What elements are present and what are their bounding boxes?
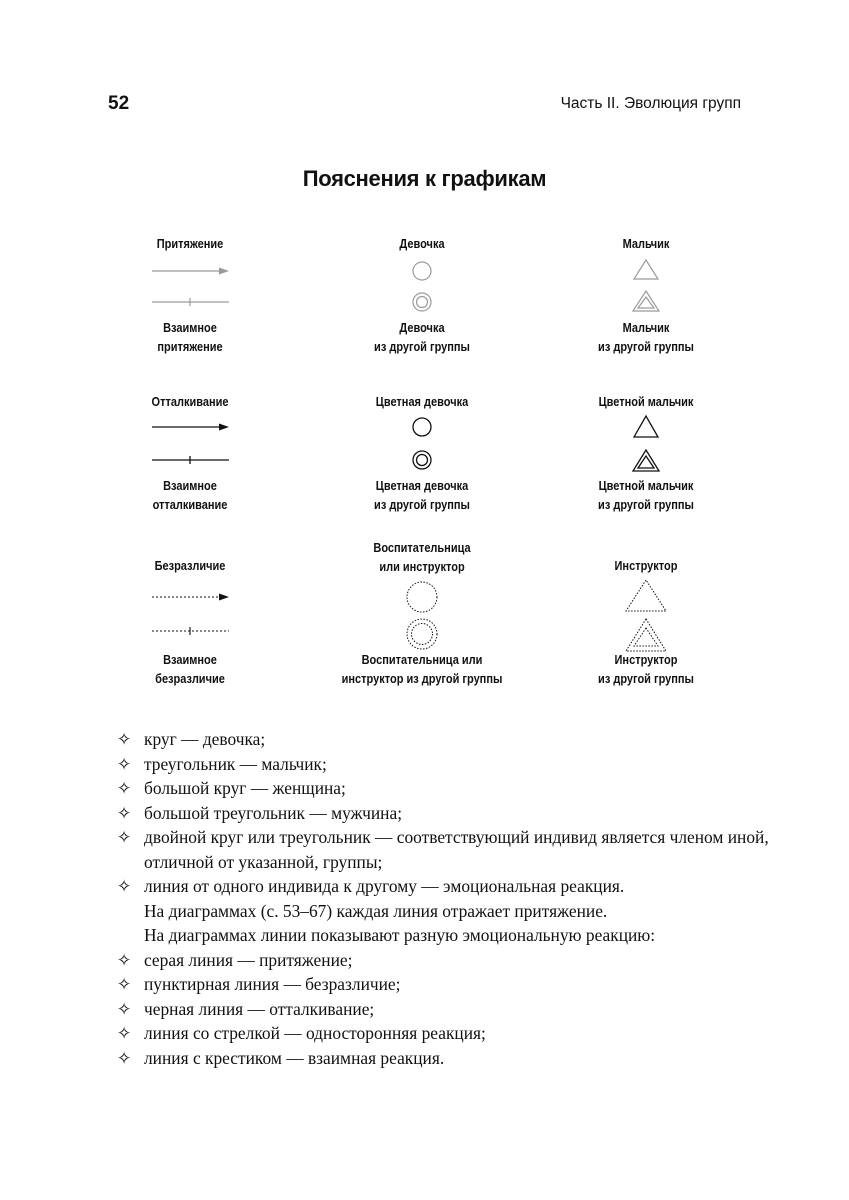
teacher-dotted-circle-icon — [407, 582, 437, 612]
list-item — [113, 776, 773, 801]
star-bullet-icon: ✧ — [116, 802, 132, 823]
caption-mutual-indifference: Взаимное безразличие — [155, 653, 225, 686]
list-item — [113, 874, 773, 899]
list-item-text: черная линия — отталкивание; — [144, 998, 375, 1019]
star-bullet-icon: ✧ — [116, 974, 132, 994]
star-bullet-icon: ✧ — [116, 876, 132, 896]
list-item-text: большой треугольник — мужчина; — [144, 802, 403, 823]
mutual-repulsion-line-icon — [152, 456, 229, 464]
caption-colored-boy: Цветной мальчик — [598, 395, 694, 409]
list-item-text: пунктирная линия — безразличие; — [144, 974, 401, 994]
girl-circle-icon — [413, 262, 431, 280]
caption-mutual-repulsion: Взаимное отталкивание — [152, 479, 228, 512]
caption-repulsion: Отталкивание — [151, 395, 229, 409]
caption-indifference: Безразличие — [154, 559, 226, 573]
mutual-indifference-line-icon — [152, 627, 229, 635]
caption-colored-girl: Цветная девочка — [375, 395, 469, 409]
colored-girl-other-group-double-circle-icon — [413, 451, 431, 469]
list-item — [113, 727, 773, 752]
caption-instructor-other-group: Инструктор из другой группы — [598, 653, 694, 686]
list-item-text: линия со стрелкой — односторонняя реакция; — [144, 1023, 486, 1043]
list-note — [113, 899, 773, 924]
colored-boy-other-group-double-triangle-icon — [633, 450, 659, 471]
list-item-text: линия с крестиком — взаимная реакция. — [144, 1047, 445, 1068]
repulsion-arrow-icon — [152, 424, 229, 431]
indifference-arrow-icon — [152, 594, 229, 601]
list-item-text: двойной круг или треугольник — соответствующий индивид является членом иной, отличной от указанной, группы; — [144, 827, 769, 872]
boy-other-group-double-triangle-icon — [633, 291, 659, 311]
star-bullet-icon: ✧ — [116, 1047, 132, 1068]
list-item — [113, 972, 773, 997]
caption-boy: Мальчик — [622, 237, 670, 251]
star-bullet-icon: ✧ — [116, 753, 132, 774]
star-bullet-icon: ✧ — [116, 827, 132, 847]
running-header: Часть II. Эволюция групп — [560, 95, 741, 112]
boy-triangle-icon — [634, 260, 658, 279]
girl-other-group-double-circle-icon — [413, 293, 431, 311]
star-bullet-icon: ✧ — [116, 998, 132, 1019]
list-item-text: серая линия — притяжение; — [144, 949, 353, 970]
caption-attraction: Притяжение — [156, 237, 224, 251]
list-item — [113, 1021, 773, 1046]
legend-explanation-list — [113, 727, 773, 1070]
star-bullet-icon: ✧ — [116, 729, 132, 749]
page-title: Пояснения к графикам — [302, 166, 547, 191]
list-item-text: треугольник — мальчик; — [144, 753, 327, 774]
list-item-text: На диаграммах линии показывают разную эмоциональную реакцию: — [144, 925, 656, 945]
list-item — [113, 825, 773, 874]
caption-instructor: Инструктор — [614, 559, 678, 573]
instructor-dotted-triangle-icon — [626, 580, 666, 611]
star-bullet-icon: ✧ — [116, 949, 132, 970]
instructor-other-group-double-dotted-triangle-icon — [626, 619, 666, 651]
list-item — [113, 997, 773, 1022]
page-number: 52 — [108, 93, 130, 114]
caption-girl-other-group: Девочка из другой группы — [374, 321, 470, 354]
attraction-arrow-icon — [152, 268, 229, 275]
colored-girl-circle-icon — [413, 418, 431, 436]
list-item — [113, 801, 773, 826]
list-item — [113, 1046, 773, 1071]
caption-girl: Девочка — [399, 237, 445, 251]
caption-teacher: Воспитательница или инструктор — [373, 541, 471, 574]
colored-boy-triangle-icon — [634, 416, 658, 437]
caption-mutual-attraction: Взаимное притяжение — [157, 321, 223, 354]
caption-colored-girl-other-group: Цветная девочка из другой группы — [374, 479, 470, 512]
list-note — [113, 923, 773, 948]
caption-teacher-other-group: Воспитательница или инструктор из другой группы — [341, 653, 503, 686]
star-bullet-icon: ✧ — [116, 1023, 132, 1043]
list-item-text: большой круг — женщина; — [144, 778, 346, 798]
list-item-text: линия от одного индивида к другому — эмоциональная реакция. — [144, 876, 625, 896]
list-item-text: круг — девочка; — [144, 729, 266, 749]
mutual-attraction-line-icon — [152, 298, 229, 306]
list-item — [113, 752, 773, 777]
teacher-other-group-double-dotted-circle-icon — [407, 619, 437, 649]
list-item — [113, 948, 773, 973]
caption-colored-boy-other-group: Цветной мальчик из другой группы — [598, 479, 694, 512]
caption-boy-other-group: Мальчик из другой группы — [598, 321, 694, 354]
star-bullet-icon: ✧ — [116, 778, 132, 798]
list-item-text: На диаграммах (с. 53–67) каждая линия отражает притяжение. — [144, 900, 608, 921]
